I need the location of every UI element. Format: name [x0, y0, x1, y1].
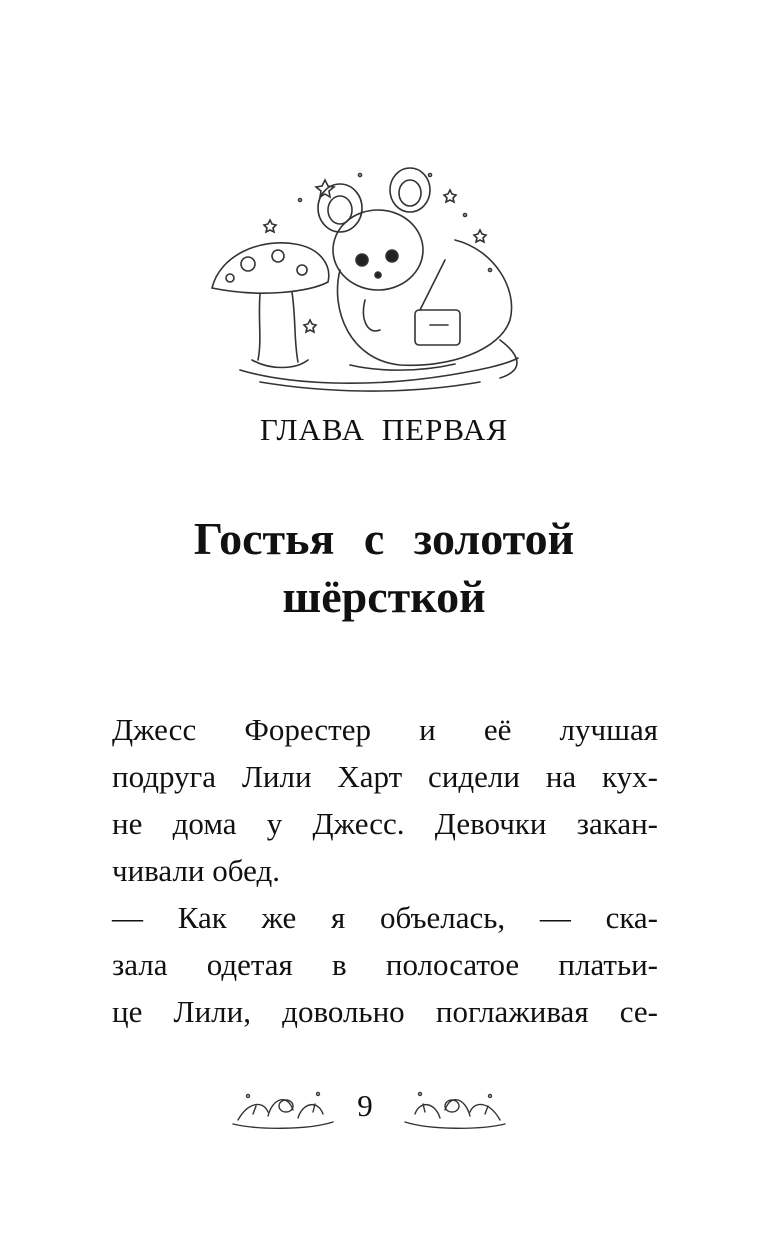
- body-text: [112, 706, 658, 1035]
- body-line: — Как же я объелась, — ска-: [112, 900, 658, 935]
- footer-ornament-right-icon: [400, 1082, 510, 1134]
- body-line: зала одетая в полосатое платьи-: [112, 947, 658, 982]
- page-footer: [0, 1082, 768, 1142]
- chapter-title: [0, 510, 768, 626]
- body-line: Джесс Форестер и её лучшая: [112, 712, 658, 747]
- body-line: це Лили, довольно поглаживая се-: [112, 994, 658, 1029]
- body-line: чивали обед.: [112, 853, 280, 888]
- mouse-mushroom-illustration: [200, 160, 530, 400]
- body-line: не дома у Джесс. Девочки закан-: [112, 806, 658, 841]
- body-line: подруга Лили Харт сидели на кух-: [112, 759, 658, 794]
- chapter-title-line-2: шёрсткой: [282, 571, 486, 622]
- page-number: 9: [357, 1088, 373, 1123]
- footer-ornament-left-icon: [228, 1082, 338, 1134]
- chapter-title-line-1: Гостья с золотой: [193, 513, 575, 564]
- chapter-label: ГЛАВА ПЕРВАЯ: [259, 412, 509, 447]
